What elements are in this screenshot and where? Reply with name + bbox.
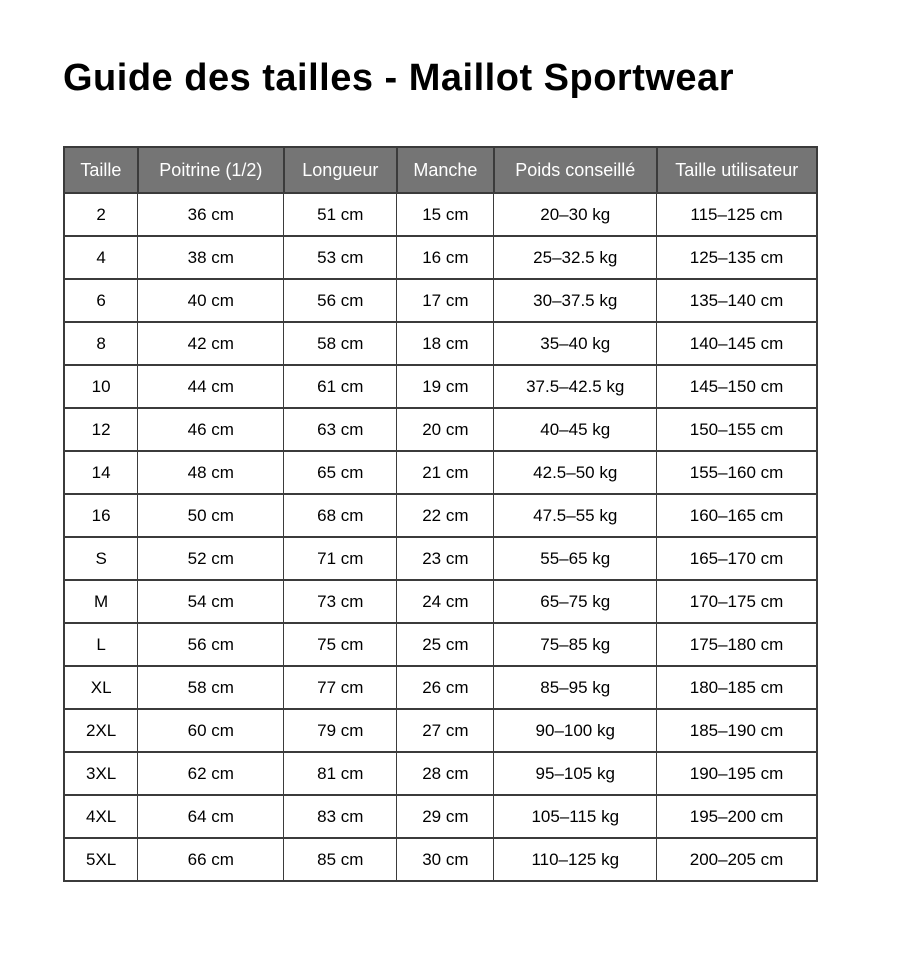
table-cell: 30–37.5 kg xyxy=(494,279,657,322)
table-cell: S xyxy=(64,537,138,580)
column-header: Taille utilisateur xyxy=(657,147,817,193)
table-cell: 75–85 kg xyxy=(494,623,657,666)
table-cell: 54 cm xyxy=(138,580,284,623)
table-cell: 79 cm xyxy=(284,709,397,752)
table-cell: 18 cm xyxy=(397,322,494,365)
table-cell: 53 cm xyxy=(284,236,397,279)
table-row xyxy=(64,666,817,709)
table-cell: 8 xyxy=(64,322,138,365)
column-header: Longueur xyxy=(284,147,397,193)
table-row xyxy=(64,537,817,580)
table-cell: 36 cm xyxy=(138,193,284,236)
table-cell: 150–155 cm xyxy=(657,408,817,451)
table-cell: 48 cm xyxy=(138,451,284,494)
table-row xyxy=(64,365,817,408)
table-row xyxy=(64,623,817,666)
table-cell: 37.5–42.5 kg xyxy=(494,365,657,408)
table-cell: 61 cm xyxy=(284,365,397,408)
table-row xyxy=(64,752,817,795)
table-cell: 85–95 kg xyxy=(494,666,657,709)
table-cell: 195–200 cm xyxy=(657,795,817,838)
column-header: Poitrine (1/2) xyxy=(138,147,284,193)
table-row xyxy=(64,279,817,322)
table-cell: 47.5–55 kg xyxy=(494,494,657,537)
table-cell: 20–30 kg xyxy=(494,193,657,236)
table-cell: 115–125 cm xyxy=(657,193,817,236)
table-cell: 21 cm xyxy=(397,451,494,494)
table-cell: 38 cm xyxy=(138,236,284,279)
table-cell: 29 cm xyxy=(397,795,494,838)
table-cell: 77 cm xyxy=(284,666,397,709)
table-cell: 4XL xyxy=(64,795,138,838)
table-cell: 55–65 kg xyxy=(494,537,657,580)
table-cell: 42.5–50 kg xyxy=(494,451,657,494)
table-cell: 23 cm xyxy=(397,537,494,580)
table-cell: 22 cm xyxy=(397,494,494,537)
table-cell: M xyxy=(64,580,138,623)
table-cell: 175–180 cm xyxy=(657,623,817,666)
table-cell: 62 cm xyxy=(138,752,284,795)
table-cell: 170–175 cm xyxy=(657,580,817,623)
table-cell: 10 xyxy=(64,365,138,408)
table-cell: 63 cm xyxy=(284,408,397,451)
table-cell: 16 cm xyxy=(397,236,494,279)
table-cell: 16 xyxy=(64,494,138,537)
table-cell: 180–185 cm xyxy=(657,666,817,709)
column-header: Taille xyxy=(64,147,138,193)
table-cell: 4 xyxy=(64,236,138,279)
table-row xyxy=(64,580,817,623)
table-cell: 200–205 cm xyxy=(657,838,817,881)
table-cell: 140–145 cm xyxy=(657,322,817,365)
table-cell: 40–45 kg xyxy=(494,408,657,451)
table-cell: 68 cm xyxy=(284,494,397,537)
table-cell: 40 cm xyxy=(138,279,284,322)
table-cell: 25–32.5 kg xyxy=(494,236,657,279)
table-cell: 71 cm xyxy=(284,537,397,580)
table-row xyxy=(64,408,817,451)
table-cell: 50 cm xyxy=(138,494,284,537)
table-cell: 51 cm xyxy=(284,193,397,236)
table-cell: 19 cm xyxy=(397,365,494,408)
table-cell: 160–165 cm xyxy=(657,494,817,537)
table-cell: 17 cm xyxy=(397,279,494,322)
table-cell: 155–160 cm xyxy=(657,451,817,494)
table-row xyxy=(64,838,817,881)
table-row xyxy=(64,709,817,752)
table-cell: 30 cm xyxy=(397,838,494,881)
table-cell: 2 xyxy=(64,193,138,236)
page-title: Guide des tailles - Maillot Sportwear xyxy=(63,57,734,99)
table-cell: 28 cm xyxy=(397,752,494,795)
table-body xyxy=(64,193,817,881)
table-cell: 73 cm xyxy=(284,580,397,623)
table-row xyxy=(64,236,817,279)
table-cell: 110–125 kg xyxy=(494,838,657,881)
table-row xyxy=(64,322,817,365)
table-cell: 20 cm xyxy=(397,408,494,451)
table-row xyxy=(64,193,817,236)
table-cell: 24 cm xyxy=(397,580,494,623)
table-row xyxy=(64,451,817,494)
table-cell: 52 cm xyxy=(138,537,284,580)
table-cell: 6 xyxy=(64,279,138,322)
table-cell: 83 cm xyxy=(284,795,397,838)
table-cell: 190–195 cm xyxy=(657,752,817,795)
table-cell: 75 cm xyxy=(284,623,397,666)
table-cell: 15 cm xyxy=(397,193,494,236)
table-cell: 64 cm xyxy=(138,795,284,838)
table-cell: XL xyxy=(64,666,138,709)
table-row xyxy=(64,494,817,537)
header-row xyxy=(64,147,817,193)
table-cell: 95–105 kg xyxy=(494,752,657,795)
table-cell: 27 cm xyxy=(397,709,494,752)
table-cell: 66 cm xyxy=(138,838,284,881)
table-cell: 165–170 cm xyxy=(657,537,817,580)
table-cell: 105–115 kg xyxy=(494,795,657,838)
table-cell: 2XL xyxy=(64,709,138,752)
table-cell: 90–100 kg xyxy=(494,709,657,752)
table-cell: 135–140 cm xyxy=(657,279,817,322)
table-cell: 58 cm xyxy=(138,666,284,709)
table-cell: 42 cm xyxy=(138,322,284,365)
table-cell: 125–135 cm xyxy=(657,236,817,279)
table-cell: 85 cm xyxy=(284,838,397,881)
table-cell: 145–150 cm xyxy=(657,365,817,408)
table-cell: 26 cm xyxy=(397,666,494,709)
column-header: Manche xyxy=(397,147,494,193)
table-cell: 65–75 kg xyxy=(494,580,657,623)
table-cell: 65 cm xyxy=(284,451,397,494)
size-guide-table xyxy=(63,146,818,882)
table-cell: 25 cm xyxy=(397,623,494,666)
table-cell: 3XL xyxy=(64,752,138,795)
table-cell: 56 cm xyxy=(284,279,397,322)
table-cell: 81 cm xyxy=(284,752,397,795)
table-cell: 58 cm xyxy=(284,322,397,365)
table-cell: 185–190 cm xyxy=(657,709,817,752)
table-cell: 60 cm xyxy=(138,709,284,752)
table-cell: 5XL xyxy=(64,838,138,881)
table-cell: 46 cm xyxy=(138,408,284,451)
table-cell: 12 xyxy=(64,408,138,451)
table-cell: 56 cm xyxy=(138,623,284,666)
table-cell: 35–40 kg xyxy=(494,322,657,365)
column-header: Poids conseillé xyxy=(494,147,657,193)
table-cell: 44 cm xyxy=(138,365,284,408)
table-cell: L xyxy=(64,623,138,666)
table-cell: 14 xyxy=(64,451,138,494)
table-row xyxy=(64,795,817,838)
